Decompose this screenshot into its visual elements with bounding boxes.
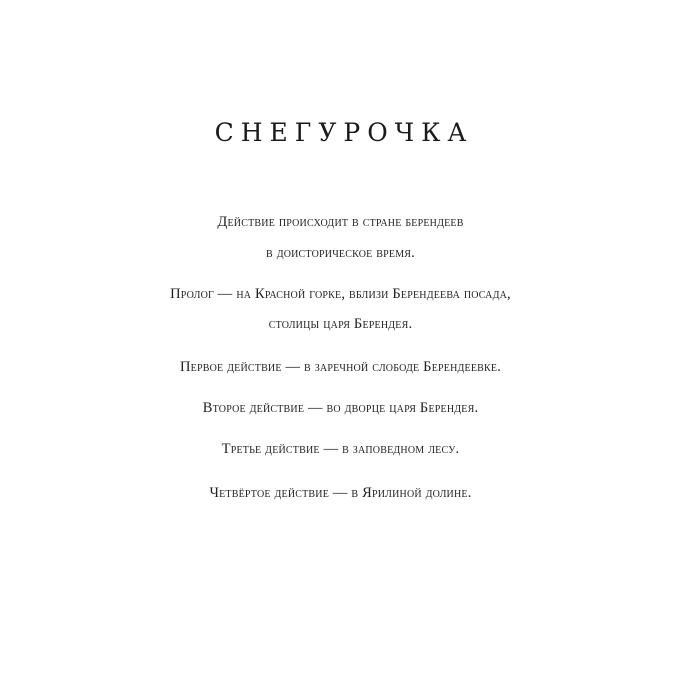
act-three-line: Третье действие — в заповедном лесу. (221, 441, 460, 457)
setting-line-2: в доисторическое время. (266, 245, 415, 261)
setting-line-1: Действие происходит в стране берендеев (217, 214, 464, 230)
act-one-line: Первое действие — в заречной слободе Берендеевке. (179, 359, 502, 375)
act-two-line: Второе действие — во дворце царя Берендея. (202, 400, 479, 416)
act-four-line: Четвёртое действие — в Ярилиной долине. (209, 485, 472, 501)
play-title: СНЕГУРОЧКА (214, 118, 474, 147)
prologue-line-1: Пролог — на Красной горке, вблизи Берендеева посада, (170, 286, 511, 302)
prologue-line-2: столицы царя Берендея. (268, 316, 413, 332)
